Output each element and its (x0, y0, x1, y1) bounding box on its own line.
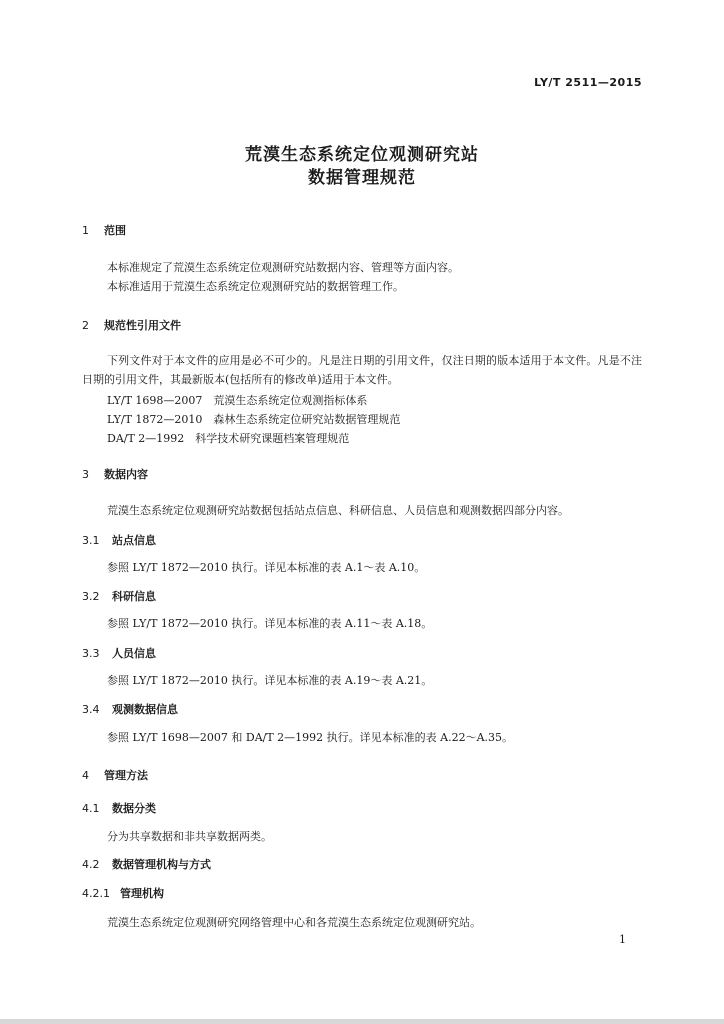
section-3-4-heading (82, 701, 178, 717)
section-3-2-heading (82, 588, 156, 604)
section-number: 3.3 (82, 647, 100, 660)
section-number: 4.1 (82, 802, 100, 815)
section-title: 数据管理机构与方式 (112, 858, 211, 871)
reference-item: LY/T 1872—2010 森林生态系统定位研究站数据管理规范 (107, 413, 401, 426)
section-3-2-para: 参照 LY/T 1872—2010 执行。详见本标准的表 A.11～表 A.18。 (107, 617, 433, 630)
section-3-3-para: 参照 LY/T 1872—2010 执行。详见本标准的表 A.19～表 A.21。 (107, 674, 433, 687)
section-title: 规范性引用文件 (104, 319, 181, 332)
section-3-1-para: 参照 LY/T 1872—2010 执行。详见本标准的表 A.1～表 A.10。 (107, 561, 426, 574)
standard-code: LY/T 2511—2015 (534, 76, 642, 89)
section-title: 管理机构 (120, 887, 164, 900)
section-number: 3.1 (82, 534, 100, 547)
document-title-line2: 数据管理规范 (308, 168, 416, 188)
section-4-heading (82, 767, 148, 783)
section-1-para-2: 本标准适用于荒漠生态系统定位观测研究站的数据管理工作。 (107, 280, 404, 293)
section-number: 3.2 (82, 590, 100, 603)
section-1-para-1: 本标准规定了荒漠生态系统定位观测研究站数据内容、管理等方面内容。 (107, 261, 459, 274)
reference-item: DA/T 2—1992 科学技术研究课题档案管理规范 (107, 432, 350, 445)
document-title-line1: 荒漠生态系统定位观测研究站 (245, 145, 479, 165)
section-4-1-para: 分为共享数据和非共享数据两类。 (107, 830, 272, 843)
section-title: 人员信息 (112, 647, 156, 660)
section-number: 3 (82, 468, 89, 481)
reference-item: LY/T 1698—2007 荒漠生态系统定位观测指标体系 (107, 394, 368, 407)
section-number: 4.2.1 (82, 887, 110, 900)
section-3-1-heading (82, 532, 156, 548)
section-title: 范围 (104, 224, 126, 237)
section-3-3-heading (82, 645, 156, 661)
section-3-heading (82, 466, 148, 482)
section-number: 3.4 (82, 703, 100, 716)
section-3-4-para: 参照 LY/T 1698—2007 和 DA/T 2—1992 执行。详见本标准的表 A.22～A.35。 (107, 731, 514, 744)
section-title: 科研信息 (112, 590, 156, 603)
section-number: 4 (82, 769, 89, 782)
section-title: 管理方法 (104, 769, 148, 782)
section-1-heading (82, 222, 126, 238)
page-bottom-edge (0, 1019, 724, 1024)
section-number: 2 (82, 319, 89, 332)
section-number: 4.2 (82, 858, 100, 871)
section-title: 观测数据信息 (112, 703, 178, 716)
section-title: 数据分类 (112, 802, 156, 815)
page-number: 1 (619, 933, 626, 946)
section-3-para: 荒漠生态系统定位观测研究站数据包括站点信息、科研信息、人员信息和观测数据四部分内容。 (107, 504, 569, 517)
section-4-2-1-para: 荒漠生态系统定位观测研究网络管理中心和各荒漠生态系统定位观测研究站。 (107, 916, 481, 929)
section-4-2-1-heading (82, 885, 164, 901)
section-number: 1 (82, 224, 89, 237)
section-4-2-heading (82, 856, 211, 872)
section-2-heading (82, 317, 181, 333)
section-2-intro: 下列文件对于本文件的应用是必不可少的。凡是注日期的引用文件，仅注日期的版本适用于本文件。凡是不注日期的引用文件，其最新版本(包括所有的修改单)适用于本文件。 (82, 354, 642, 386)
section-title: 数据内容 (104, 468, 148, 481)
section-4-1-heading (82, 800, 156, 816)
section-title: 站点信息 (112, 534, 156, 547)
